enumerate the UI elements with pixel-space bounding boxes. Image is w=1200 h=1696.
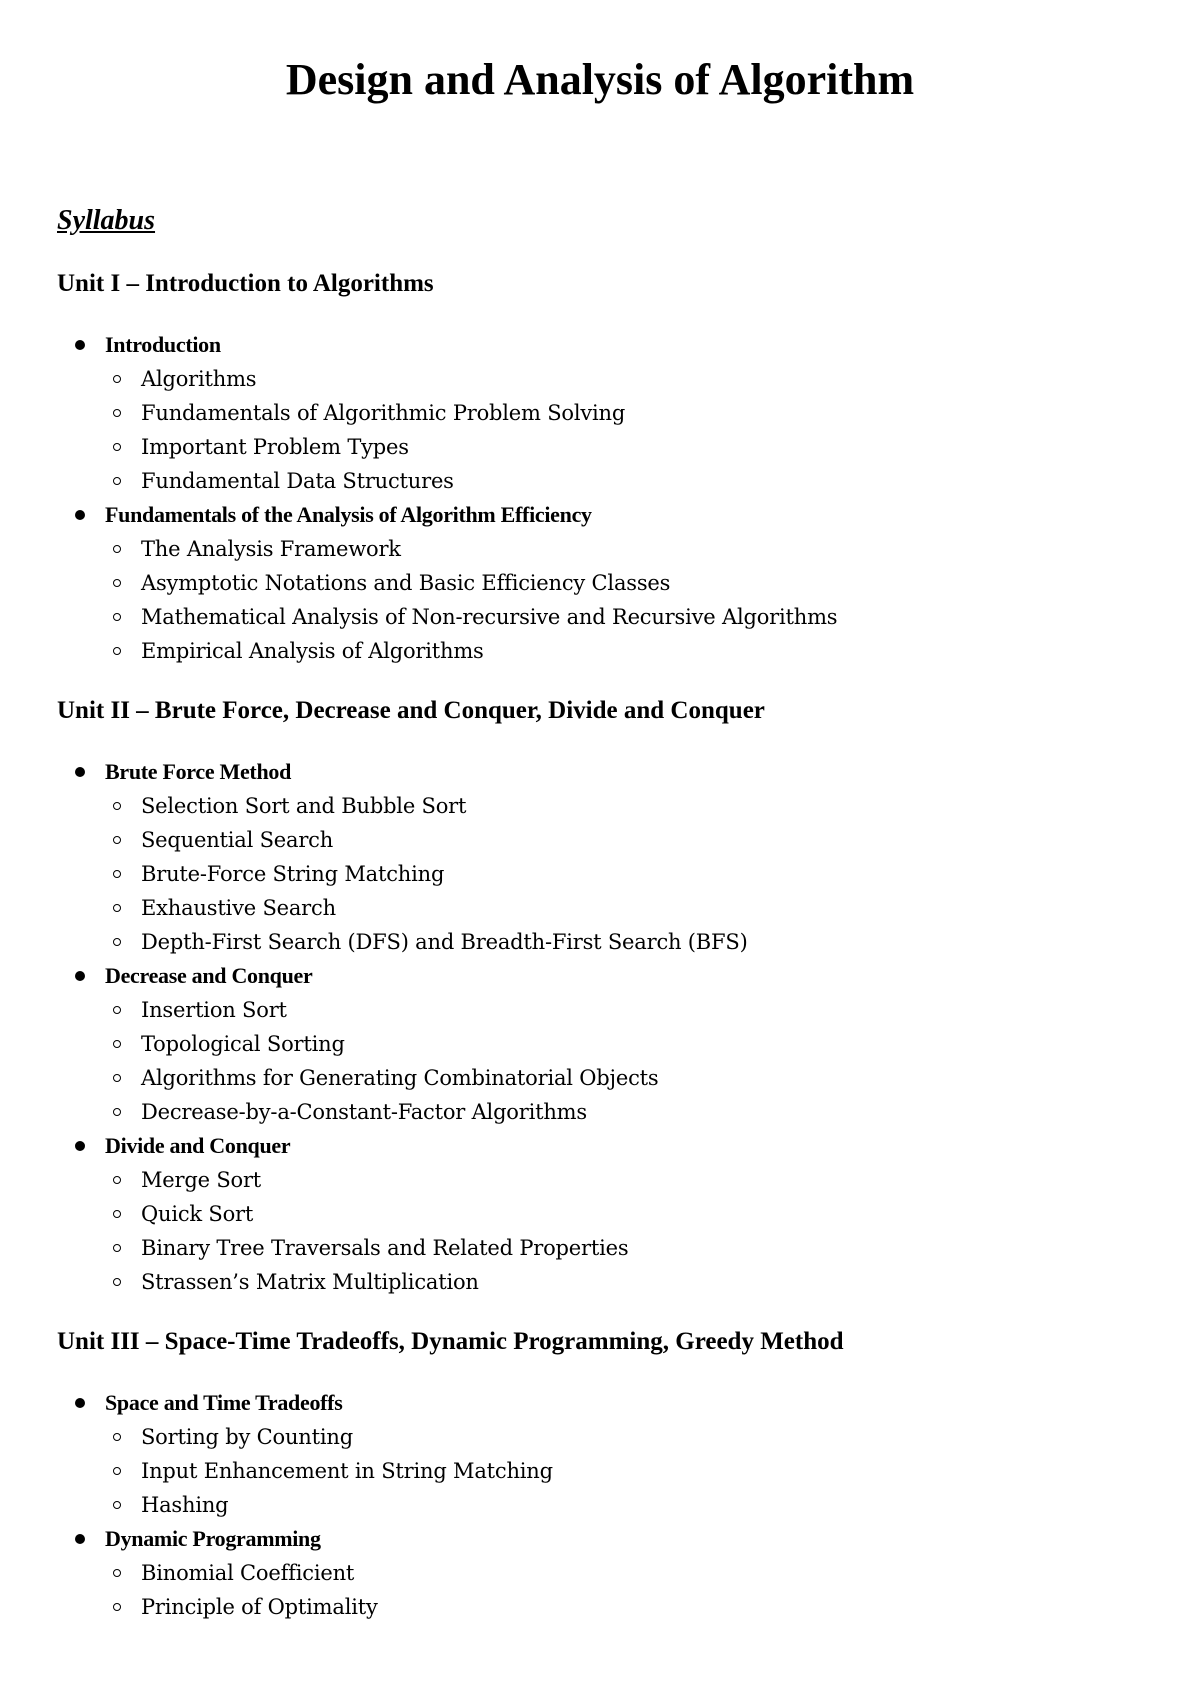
hollow-bullet-icon [113,1501,121,1509]
topic-item [57,1522,1157,1624]
unit-section [57,1325,1157,1624]
subtopic-label: Important Problem Types [141,435,409,459]
unit-title: Unit II – Brute Force, Decrease and Conquer, Divide and Conquer [57,697,765,724]
subtopic-item [105,789,1157,823]
subtopic-label: Algorithms [141,367,257,391]
subtopic-label: Fundamentals of Algorithmic Problem Solving [141,401,626,425]
hollow-bullet-icon [113,545,121,553]
subtopic-list [105,993,1157,1129]
subtopic-list [105,1556,1157,1624]
subtopic-label: Merge Sort [141,1168,262,1192]
topic-label: Fundamentals of the Analysis of Algorithm Efficiency [105,502,592,527]
hollow-bullet-icon [113,477,121,485]
subtopic-list [105,1163,1157,1299]
subtopic-label: Binary Tree Traversals and Related Properties [141,1236,629,1260]
filled-bullet-icon [75,1141,85,1151]
subtopic-label: Brute-Force String Matching [141,862,445,886]
topic-item [57,1129,1157,1299]
subtopic-item [105,925,1157,959]
subtopic-label: Input Enhancement in String Matching [141,1459,553,1483]
hollow-bullet-icon [113,802,121,810]
subtopic-label: Strassen’s Matrix Multiplication [141,1270,479,1294]
subtopic-item [105,1556,1157,1590]
subtopic-label: The Analysis Framework [141,537,401,561]
subtopic-item [105,1095,1157,1129]
hollow-bullet-icon [113,1278,121,1286]
hollow-bullet-icon [113,1006,121,1014]
subtopic-item [105,600,1157,634]
subtopic-label: Selection Sort and Bubble Sort [141,794,467,818]
syllabus-content [57,267,1157,1624]
subtopic-item [105,1590,1157,1624]
topic-list [57,328,1157,668]
hollow-bullet-icon [113,904,121,912]
unit-title: Unit III – Space-Time Tradeoffs, Dynamic Programming, Greedy Method [57,1328,844,1355]
subtopic-item [105,1488,1157,1522]
hollow-bullet-icon [113,647,121,655]
subtopic-item [105,1420,1157,1454]
subtopic-item [105,430,1157,464]
subtopic-label: Hashing [141,1493,229,1517]
subtopic-label: Empirical Analysis of Algorithms [141,639,484,663]
subtopic-label: Topological Sorting [141,1032,345,1056]
hollow-bullet-icon [113,836,121,844]
filled-bullet-icon [75,510,85,520]
topic-label: Introduction [105,332,221,357]
unit-section [57,267,1157,668]
filled-bullet-icon [75,340,85,350]
subtopic-item [105,1265,1157,1299]
subtopic-list [105,1420,1157,1522]
subtopic-label: Fundamental Data Structures [141,469,454,493]
subtopic-item [105,1061,1157,1095]
subtopic-label: Decrease-by-a-Constant-Factor Algorithms [141,1100,587,1124]
topic-label: Brute Force Method [105,759,292,784]
subtopic-label: Exhaustive Search [141,896,336,920]
subtopic-label: Algorithms for Generating Combinatorial Objects [141,1066,659,1090]
page-title: Design and Analysis of Algorithm [285,55,915,104]
hollow-bullet-icon [113,1210,121,1218]
subtopic-item [105,532,1157,566]
hollow-bullet-icon [113,375,121,383]
topic-label: Dynamic Programming [105,1526,321,1551]
hollow-bullet-icon [113,870,121,878]
topic-label: Space and Time Tradeoffs [105,1390,343,1415]
topic-list [57,1386,1157,1624]
filled-bullet-icon [75,1398,85,1408]
subtopic-label: Insertion Sort [141,998,287,1022]
subtopic-item [105,396,1157,430]
topic-label: Divide and Conquer [105,1133,291,1158]
subtopic-list [105,789,1157,959]
subtopic-item [105,993,1157,1027]
hollow-bullet-icon [113,1467,121,1475]
unit-section [57,694,1157,1299]
subtopic-label: Asymptotic Notations and Basic Efficiency Classes [141,571,671,595]
filled-bullet-icon [75,971,85,981]
subtopic-item [105,634,1157,668]
hollow-bullet-icon [113,1108,121,1116]
subtopic-item [105,1027,1157,1061]
subtopic-item [105,464,1157,498]
subtopic-label: Quick Sort [141,1202,254,1226]
subtopic-label: Depth-First Search (DFS) and Breadth-First Search (BFS) [141,930,748,954]
topic-item [57,1386,1157,1522]
subtopic-label: Principle of Optimality [141,1595,378,1619]
hollow-bullet-icon [113,1603,121,1611]
hollow-bullet-icon [113,613,121,621]
subtopic-item [105,362,1157,396]
subtopic-item [105,566,1157,600]
hollow-bullet-icon [113,1244,121,1252]
topic-label: Decrease and Conquer [105,963,313,988]
subtopic-list [105,362,1157,498]
filled-bullet-icon [75,767,85,777]
topic-item [57,755,1157,959]
hollow-bullet-icon [113,1040,121,1048]
subtopic-label: Sequential Search [141,828,334,852]
topic-item [57,959,1157,1129]
subtopic-item [105,857,1157,891]
hollow-bullet-icon [113,938,121,946]
hollow-bullet-icon [113,1176,121,1184]
filled-bullet-icon [75,1534,85,1544]
topic-item [57,498,1157,668]
subtopic-label: Sorting by Counting [141,1425,353,1449]
subtopic-item [105,891,1157,925]
subtopic-item [105,1231,1157,1265]
hollow-bullet-icon [113,1074,121,1082]
hollow-bullet-icon [113,443,121,451]
subtopic-label: Mathematical Analysis of Non-recursive and Recursive Algorithms [141,605,838,629]
subtopic-list [105,532,1157,668]
topic-item [57,328,1157,498]
subtopic-item [105,1454,1157,1488]
hollow-bullet-icon [113,1433,121,1441]
hollow-bullet-icon [113,409,121,417]
subtopic-item [105,1197,1157,1231]
topic-list [57,755,1157,1299]
subtopic-label: Binomial Coefficient [141,1561,355,1585]
syllabus-heading: Syllabus [57,205,156,236]
subtopic-item [105,823,1157,857]
unit-title: Unit I – Introduction to Algorithms [57,270,434,297]
subtopic-item [105,1163,1157,1197]
hollow-bullet-icon [113,579,121,587]
hollow-bullet-icon [113,1569,121,1577]
